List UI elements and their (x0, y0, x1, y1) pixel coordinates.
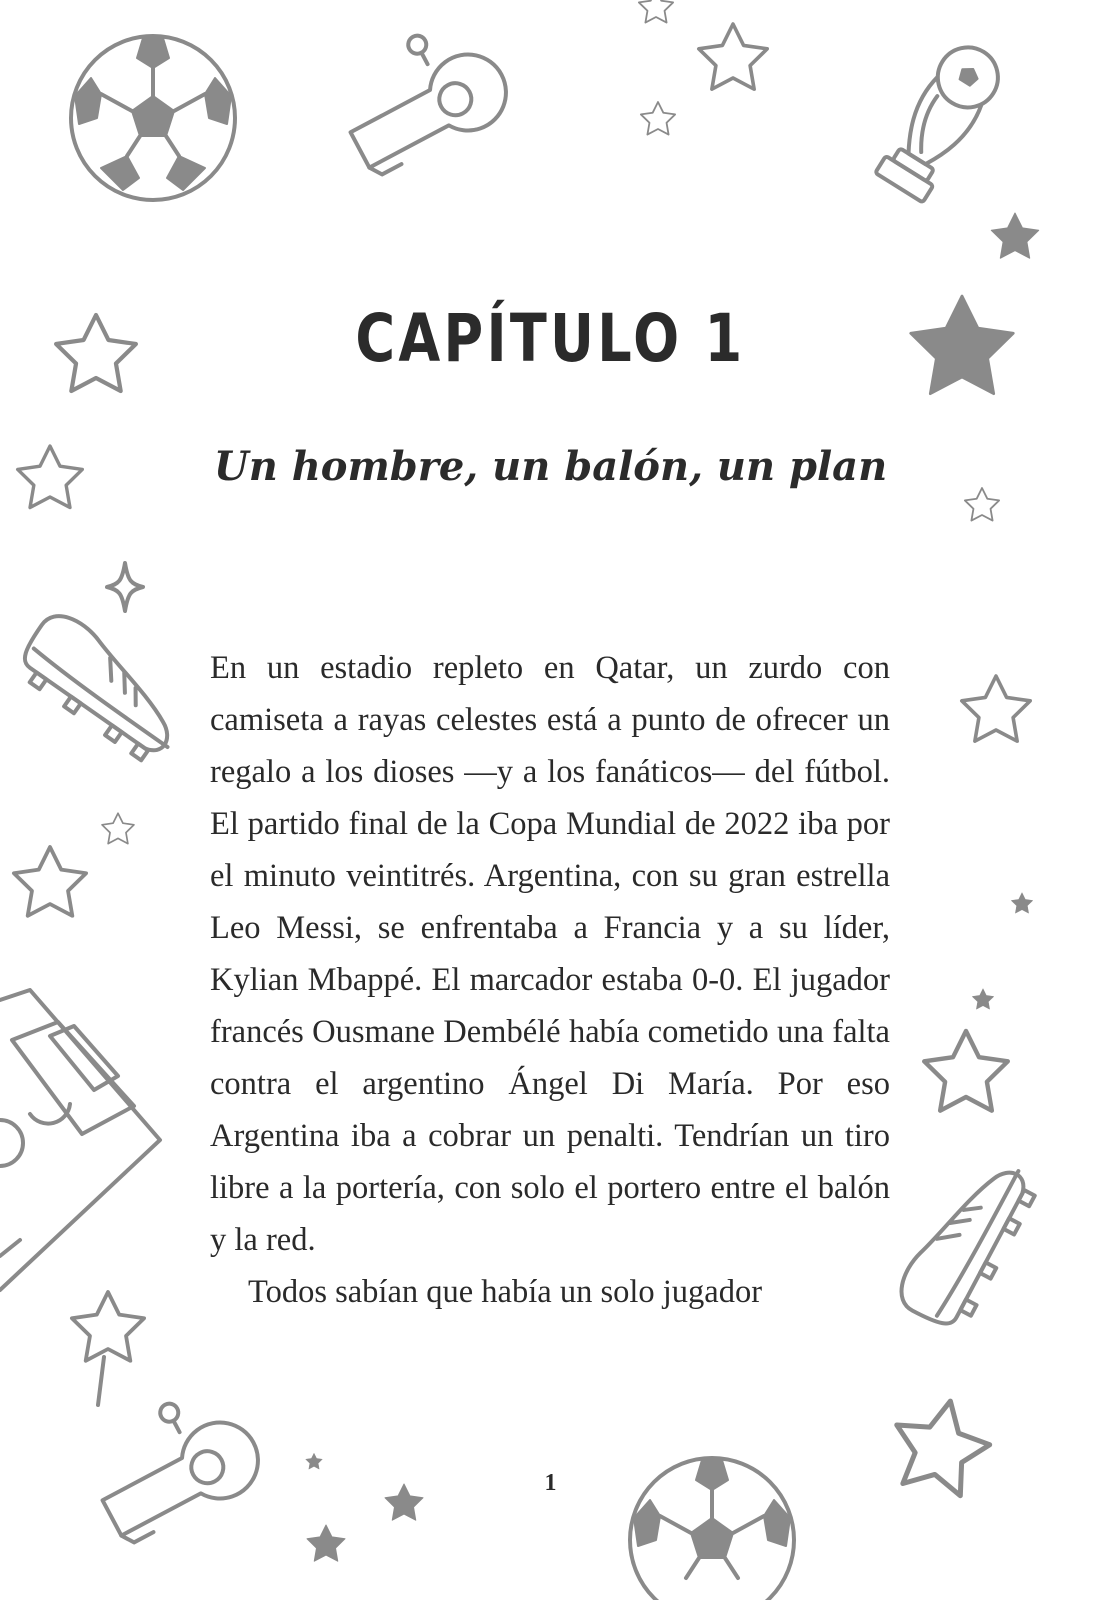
star-icon (924, 1031, 1008, 1111)
star-icon (14, 847, 86, 916)
cleat-icon (892, 1147, 1042, 1336)
star-icon (72, 1292, 144, 1361)
whistle-icon (77, 1376, 272, 1551)
soccer-field-icon (0, 990, 160, 1290)
whistle-icon (325, 8, 520, 183)
star-icon (962, 676, 1030, 741)
star-icon (641, 102, 675, 135)
star-icon (102, 813, 134, 843)
star-icon (991, 213, 1038, 258)
cleat-icon (11, 606, 197, 769)
paragraph: Todos sabían que había un solo jugador (248, 1274, 763, 1310)
trophy-icon (874, 36, 1010, 203)
chapter-body (210, 642, 890, 1318)
star-icon (972, 989, 993, 1009)
soccer-ball-icon (71, 36, 235, 200)
star-icon (1011, 893, 1032, 913)
chapter-title: CAPÍTULO 1 (355, 300, 746, 377)
star-icon (107, 563, 143, 611)
star-icon (639, 0, 673, 23)
chapter-subtitle: Un hombre, un balón, un plan (213, 443, 888, 490)
paragraph: En un estadio repleto en Qatar, un zurdo con camiseta a rayas celestes está a punto de ofrecer un regalo a los dioses —y a los fanáticos— del fútbol. El partido final de la Copa Mundial de 2022 iba por el minuto veintitrés. Argentina, con su gran estrella Leo Messi, se enfrentaba a Francia y a su líder, Kylian Mbappé. El marcador estaba 0-0. El jugador francés Ousmane Dembélé había cometido una falta contra el argentino Ángel Di María. Por eso Argentina iba a cobrar un penalti. Tendrían un tiro libre a la portería, con solo el portero entre el balón y la red. (210, 650, 890, 1258)
page-number: 1 (544, 1470, 557, 1496)
star-icon (965, 488, 999, 521)
star-icon (306, 1453, 323, 1469)
star-icon (699, 24, 767, 89)
star-icon (307, 1525, 345, 1561)
